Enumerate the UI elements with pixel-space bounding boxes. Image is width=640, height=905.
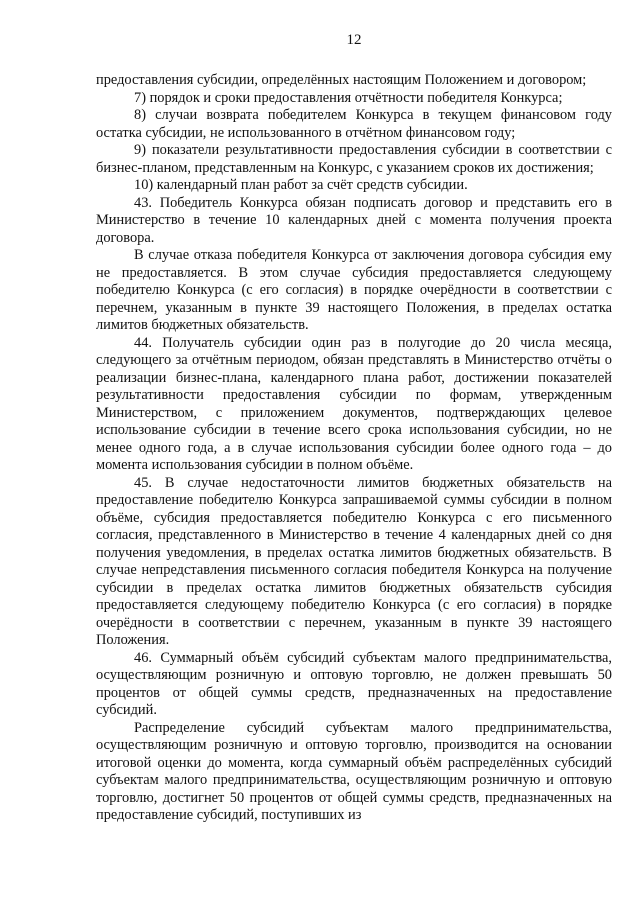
paragraph-clause-44: 44. Получатель субсидии один раз в полугодие до 20 числа месяца, следующего за отчётным периодом, обязан представлять в Министерство отчёты о реализации бизнес-плана, календарного плана работ, достижении показателей результативности предоставления субсидии по формам, утвержденным Министерством, с приложением документов, подтверждающих целевое использование субсидии в течение всего срока использования субсидии, но не менее одного года, а в случае использования субсидии более одного года – до момента использования субсидии в полном объёме. — [96, 334, 612, 473]
paragraph-item-10: 10) календарный план работ за счёт средств субсидии. — [134, 177, 468, 193]
paragraph-clause-43-refusal: В случае отказа победителя Конкурса от заключения договора субсидия ему не предоставляется. В этом случае субсидия предоставляется следующему победителю Конкурса (с его согласия) в порядке очерёдности в соответствии с перечнем, указанным в пункте 39 настоящего Положения, в пределах остатка лимитов бюджетных обязательств. — [96, 247, 612, 333]
paragraph-clause-46: 46. Суммарный объём субсидий субъектам малого предпринимательства, осуществляющим розничную и оптовую торговлю, не должен превышать 50 процентов от общей суммы средств, предназначенных на предоставление субсидий. — [96, 649, 612, 718]
paragraph-item-9: 9) показатели результативности предоставления субсидии в соответствии с бизнес-планом, представленным на Конкурс, с указанием сроков их достижения; — [96, 142, 612, 176]
document-page — [96, 30, 612, 825]
page-number: 12 — [346, 32, 362, 48]
paragraph-continuation: предоставления субсидии, определённых настоящим Положением и договором; — [96, 72, 587, 88]
paragraph-item-7: 7) порядок и сроки предоставления отчётности победителя Конкурса; — [134, 89, 563, 106]
document-body — [96, 72, 612, 825]
paragraph-clause-46-distribution: Распределение субсидий субъектам малого предпринимательства, осуществляющим розничную и оптовую торговлю, производится на основании итоговой оценки до момента, когда суммарный объём распределённых субсидий субъектам малого предпринимательства, осуществляющим розничную и оптовую торговлю, достигнет 50 процентов от общей суммы средств, предназначенных на предоставление субсидий, поступивших из — [96, 719, 612, 823]
paragraph-item-8: 8) случаи возврата победителем Конкурса в текущем финансовом году остатка субсидии, не использованного в отчётном финансовом году; — [96, 107, 612, 141]
paragraph-clause-43: 43. Победитель Конкурса обязан подписать договор и представить его в Министерство в течение 10 календарных дней с момента получения проекта договора. — [96, 194, 612, 246]
paragraph-clause-45: 45. В случае недостаточности лимитов бюджетных обязательств на предоставление победителю Конкурса запрашиваемой суммы субсидии в полном объёме, субсидия предоставляется победителю Конкурса с его письменного согласия, представленного в Министерство в течение 4 календарных дней со дня получения уведомления, в пределах остатка лимитов бюджетных обязательств. В случае непредставления письменного согласия победителя Конкурса на получение субсидии в пределах остатка лимитов бюджетных обязательств субсидия предоставляется следующему победителю Конкурса (с его согласия) в порядке очерёдности в соответствии с перечнем, указанным в пункте 39 настоящего Положения. — [96, 474, 612, 648]
